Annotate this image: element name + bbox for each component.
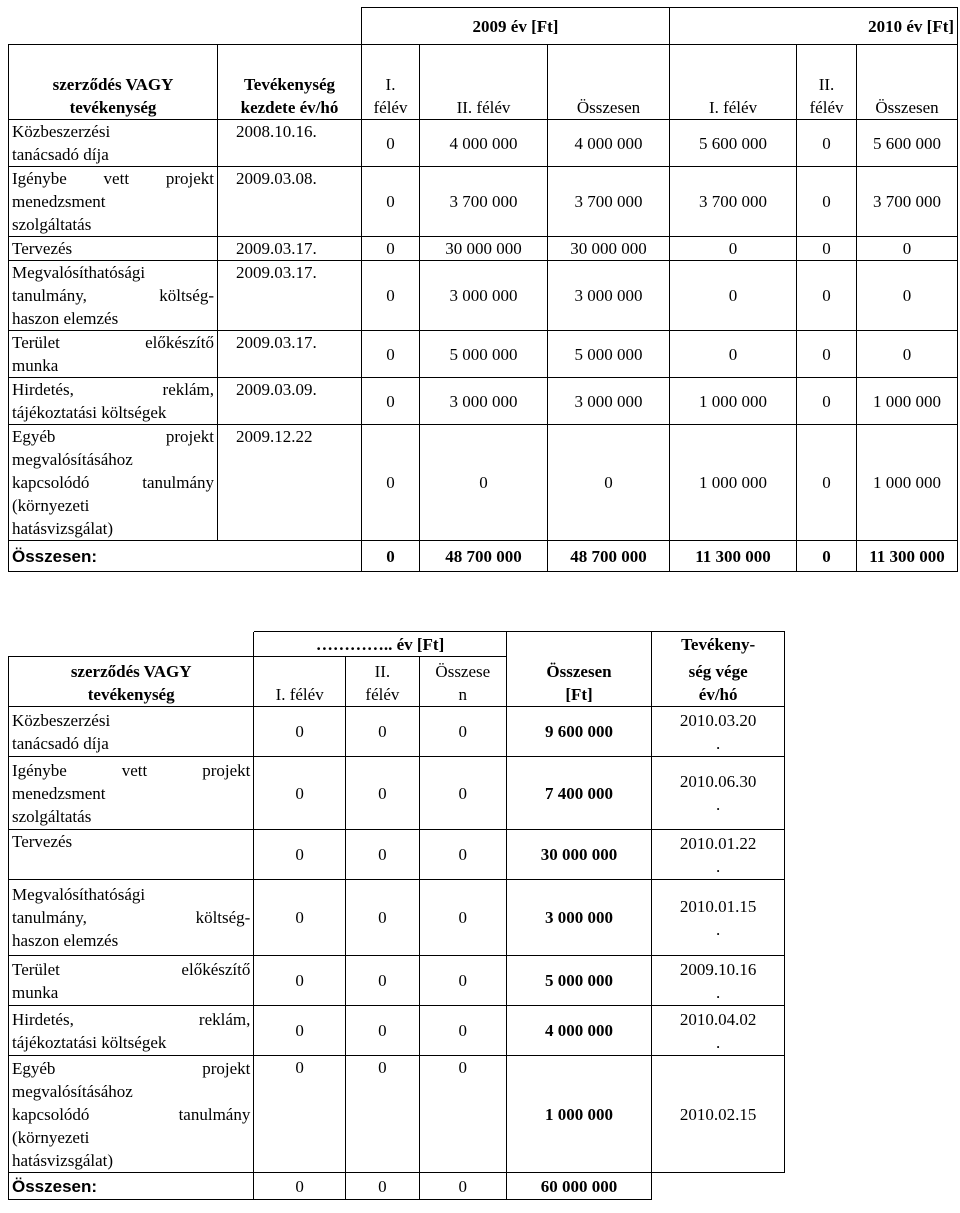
amount-cell: 4 000 000 [506,1006,652,1056]
total-cell: 0 [797,541,857,572]
activity-name-line: tanácsadó díja [12,733,109,753]
amount-cell: 0 [419,956,506,1006]
activity-name-cell [9,830,254,880]
end-date-line: . [716,733,721,753]
total-cell: 48 700 000 [420,541,548,572]
amount-cell: 0 [797,237,857,261]
activity-name-line: tájékoztatási költségek [12,403,167,422]
amount-cell: 0 [345,707,419,757]
table-row [9,331,958,378]
amount-cell: 3 700 000 [548,167,670,237]
amount-cell: 0 [362,378,420,425]
amount-cell: 3 700 000 [857,167,958,237]
end-date-cell [652,956,785,1006]
total-cell: 0 [345,1173,419,1200]
end-date-line: 2010.06.30 [679,772,757,791]
start-date-cell: 2009.12.22 [218,425,362,541]
activity-name-line: Terület előkészítő [12,959,251,979]
activity-name-line: Közbeszerzési [12,710,111,730]
amount-cell: 0 [857,237,958,261]
amount-cell: 0 [419,707,506,757]
activity-name-line: Hirdetés, reklám, [12,1009,251,1029]
activity-name-line: Igénybe vett projekt [12,760,251,780]
amount-cell: 0 [797,378,857,425]
col-header-h1-2009: I. félév [362,45,420,120]
amount-cell: 1 000 000 [506,1056,652,1173]
activity-name-line: Tervezés [12,832,73,851]
activity-name-line: Megvalósíthatósági [12,263,146,282]
col-header-h1: I. félév [254,657,346,707]
end-date-line: . [716,856,721,876]
blank-header-cell [506,632,652,657]
activity-name-cell [9,757,254,830]
table-row [9,378,958,425]
table-row [9,167,958,237]
activity-name-line: (környezeti [12,1127,90,1147]
amount-cell: 0 [254,1056,346,1173]
amount-cell: 1 000 000 [857,378,958,425]
amount-cell: 1 000 000 [670,425,797,541]
amount-cell: 0 [670,261,797,331]
total-cell: 0 [362,541,420,572]
end-date-line: . [716,795,721,814]
amount-cell: 0 [254,707,346,757]
col-header-total: Összese n [419,657,506,707]
activity-name-line: Igénybe vett projekt [12,169,214,188]
amount-cell: 3 000 000 [548,378,670,425]
start-date-cell: 2009.03.17. [218,331,362,378]
table-row [9,707,785,757]
amount-cell: 3 000 000 [548,261,670,331]
activity-name-line: Tervezés [12,239,73,258]
amount-cell: 0 [345,1056,419,1173]
activity-name-line: megvalósításához [12,1081,133,1101]
activity-name-line: haszon elemzés [12,309,119,328]
total-cell: 11 300 000 [857,541,958,572]
activity-name-line: tanulmány, költség- [12,908,251,927]
amount-cell: 3 700 000 [670,167,797,237]
budget-table-summary [8,631,785,1200]
amount-cell: 0 [362,425,420,541]
activity-name-cell [9,707,254,757]
activity-name-line: Egyéb projekt [12,1058,251,1078]
amount-cell: 0 [345,956,419,1006]
activity-name-line: szolgáltatás [12,215,92,234]
table-row [9,237,958,261]
activity-name-cell [9,167,218,237]
amount-cell: 0 [797,261,857,331]
amount-cell: 3 000 000 [420,261,548,331]
activity-name-line: tanulmány, költség- [12,286,214,305]
col-header-contract: szerződés VAGY tevékenység [9,45,218,120]
col-header-h2-2010: II. félév [797,45,857,120]
year-header: ………….. év [Ft] [254,632,506,657]
activity-name-line: haszon elemzés [12,931,119,950]
activity-name-line: hatásvizsgálat) [12,519,114,538]
activity-name-cell [9,120,218,167]
table-row [9,1006,785,1056]
amount-cell: 7 400 000 [506,757,652,830]
total-cell: 0 [254,1173,346,1200]
end-date-cell [652,880,785,956]
amount-cell: 3 000 000 [506,880,652,956]
amount-cell: 30 000 000 [548,237,670,261]
blank-cell [652,1173,785,1200]
year-2010-header: 2010 év [Ft] [670,8,958,45]
activity-name-line: menedzsment [12,783,106,803]
amount-cell: 5 600 000 [670,120,797,167]
amount-cell: 3 000 000 [420,378,548,425]
amount-cell: 0 [548,425,670,541]
budget-table-2009-2010 [8,7,958,572]
amount-cell: 0 [254,757,346,830]
amount-cell: 0 [420,425,548,541]
total-label: Összesen: [9,541,362,572]
table-row [9,956,785,1006]
end-date-line: 2010.03.20 [679,710,757,730]
activity-name-line: Megvalósíthatósági [12,885,146,904]
amount-cell: 9 600 000 [506,707,652,757]
amount-cell: 0 [797,425,857,541]
activity-name-line: Közbeszerzési [12,122,111,141]
activity-name-line: tájékoztatási költségek [12,1032,167,1052]
amount-cell: 0 [362,120,420,167]
activity-name-cell [9,378,218,425]
table-row [9,425,958,541]
table-row [9,120,958,167]
end-date-line: . [716,1032,721,1052]
activity-name-cell [9,1006,254,1056]
table-row [9,880,785,956]
amount-cell: 4 000 000 [548,120,670,167]
activity-name-line: kapcsolódó tanulmány [12,1104,251,1124]
activity-name-line: (környezeti [12,496,90,515]
end-date-line: 2010.01.22 [679,833,757,853]
blank-header-cell [9,8,362,45]
amount-cell: 0 [362,237,420,261]
amount-cell: 5 600 000 [857,120,958,167]
col-header-grand-total: Összesen [Ft] [506,657,652,707]
activity-name-cell [9,956,254,1006]
activity-name-line: Egyéb projekt [12,427,214,446]
amount-cell: 0 [362,167,420,237]
amount-cell: 0 [362,261,420,331]
col-header-h2-2009: II. félév [420,45,548,120]
amount-cell: 0 [254,1006,346,1056]
amount-cell: 30 000 000 [506,830,652,880]
amount-cell: 0 [419,880,506,956]
table-row [9,261,958,331]
col-header-h2: II. félév [345,657,419,707]
amount-cell: 0 [857,331,958,378]
start-date-cell: 2009.03.17. [218,237,362,261]
amount-cell: 0 [254,830,346,880]
amount-cell: 0 [419,1006,506,1056]
amount-cell: 0 [345,757,419,830]
total-cell: 48 700 000 [548,541,670,572]
amount-cell: 30 000 000 [420,237,548,261]
end-date-cell [652,830,785,880]
activity-name-line: szolgáltatás [12,806,92,826]
end-date-cell [652,707,785,757]
col-header-end-1: Tevékeny- [652,632,785,657]
activity-name-line: hatásvizsgálat) [12,1150,114,1170]
activity-name-line: Terület előkészítő [12,333,214,352]
start-date-cell: 2009.03.09. [218,378,362,425]
amount-cell: 5 000 000 [420,331,548,378]
activity-name-line: megvalósításához [12,450,133,469]
activity-name-line: munka [12,982,59,1002]
activity-name-line: munka [12,356,59,375]
end-date-line: . [716,919,721,939]
amount-cell: 1 000 000 [670,378,797,425]
end-date-cell [652,1056,785,1173]
start-date-cell: 2008.10.16. [218,120,362,167]
activity-name-cell [9,237,218,261]
amount-cell: 0 [419,830,506,880]
amount-cell: 5 000 000 [548,331,670,378]
amount-cell: 0 [345,830,419,880]
amount-cell: 5 000 000 [506,956,652,1006]
table-row [9,757,785,830]
table-row [9,1056,785,1173]
amount-cell: 0 [797,120,857,167]
activity-name-cell [9,1056,254,1173]
amount-cell: 0 [419,1056,506,1173]
end-date-line: 2009.10.16 [679,959,757,979]
activity-name-cell [9,880,254,956]
end-date-line: . [716,982,721,1002]
amount-cell: 0 [797,167,857,237]
start-date-cell: 2009.03.08. [218,167,362,237]
amount-cell: 1 000 000 [857,425,958,541]
col-header-total-2010: Összesen [857,45,958,120]
col-header-h1-2010: I. félév [670,45,797,120]
amount-cell: 0 [797,331,857,378]
table-row [9,830,785,880]
total-cell: 0 [419,1173,506,1200]
amount-cell: 0 [345,880,419,956]
amount-cell: 0 [670,237,797,261]
total-label: Összesen: [9,1173,254,1200]
end-date-line: 2010.04.02 [679,1009,757,1029]
col-header-total-2009: Összesen [548,45,670,120]
year-2009-header: 2009 év [Ft] [362,8,670,45]
col-header-contract: szerződés VAGY tevékenység [9,657,254,707]
amount-cell: 4 000 000 [420,120,548,167]
activity-name-line: menedzsment [12,192,106,211]
amount-cell: 0 [254,956,346,1006]
activity-name-cell [9,261,218,331]
activity-name-line: kapcsolódó tanulmány [12,473,214,492]
amount-cell: 3 700 000 [420,167,548,237]
end-date-line: 2010.01.15 [679,896,757,916]
amount-cell: 0 [419,757,506,830]
activity-name-cell [9,425,218,541]
col-header-start: Tevékenység kezdete év/hó [218,45,362,120]
activity-name-cell [9,331,218,378]
col-header-end: ség vége év/hó [652,657,785,707]
total-cell: 11 300 000 [670,541,797,572]
start-date-cell: 2009.03.17. [218,261,362,331]
amount-cell: 0 [254,880,346,956]
amount-cell: 0 [362,331,420,378]
amount-cell: 0 [345,1006,419,1056]
amount-cell: 0 [670,331,797,378]
amount-cell: 0 [857,261,958,331]
end-date-cell [652,757,785,830]
activity-name-line: tanácsadó díja [12,145,109,164]
blank-header-cell [9,632,254,657]
end-date-cell [652,1006,785,1056]
total-cell: 60 000 000 [506,1173,652,1200]
end-date-line: 2010.02.15 [679,1104,757,1124]
activity-name-line: Hirdetés, reklám, [12,380,214,399]
